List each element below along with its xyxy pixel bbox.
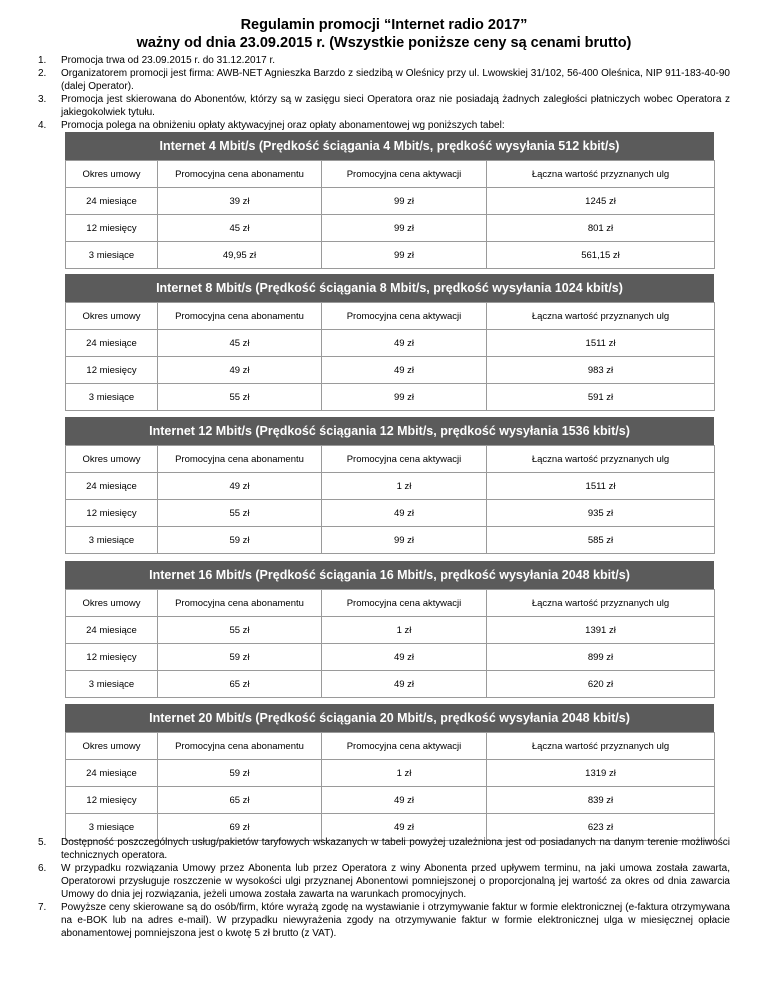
table-cell: 49 zł (322, 787, 487, 814)
price-table (65, 732, 715, 841)
table-header-row (66, 590, 715, 617)
table-cell: 12 miesięcy (66, 357, 158, 384)
table-cell: 12 miesięcy (66, 215, 158, 242)
package-16mbit (65, 561, 714, 698)
table-cell: 99 zł (322, 527, 487, 554)
table-header-row (66, 446, 715, 473)
column-header: Promocyjna cena aktywacji (322, 590, 487, 617)
table-row (66, 760, 715, 787)
table-cell: 55 zł (158, 500, 322, 527)
item-number: 4. (38, 120, 47, 131)
table-cell: 3 miesiące (66, 814, 158, 841)
item-number: 2. (38, 68, 47, 79)
column-header: Łączna wartość przyznanych ulg (487, 590, 715, 617)
table-cell: 65 zł (158, 671, 322, 698)
item-text: Organizatorem promocji jest firma: AWB-NET Agnieszka Barzdo z siedzibą w Oleśnicy przy ul. Lwowskiej 31/102, 56-400 Oleśnica, NIP 911-183-40-90 (dalej Operator). (61, 68, 730, 92)
price-table (65, 445, 715, 554)
table-cell: 65 zł (158, 787, 322, 814)
item-text: Promocja jest skierowana do Abonentów, którzy są w zasięgu sieci Operatora oraz nie posiadają żadnych zaległości płatniczych wobec Operatora z jakiegokolwiek tytułu. (61, 94, 730, 118)
table-cell: 1391 zł (487, 617, 715, 644)
table-row (66, 671, 715, 698)
price-table (65, 302, 715, 411)
package-8mbit (65, 274, 714, 411)
table-cell: 55 zł (158, 384, 322, 411)
table-cell: 39 zł (158, 188, 322, 215)
table-cell: 55 zł (158, 617, 322, 644)
column-header: Promocyjna cena abonamentu (158, 733, 322, 760)
table-header-row (66, 303, 715, 330)
column-header: Łączna wartość przyznanych ulg (487, 733, 715, 760)
list-item (38, 54, 730, 67)
item-number: 5. (38, 837, 47, 848)
table-row (66, 242, 715, 269)
table-row (66, 787, 715, 814)
table-cell: 49 zł (158, 357, 322, 384)
package-header: Internet 16 Mbit/s (Prędkość ściągania 16 Mbit/s, prędkość wysyłania 2048 kbit/s) (65, 561, 714, 589)
table-cell: 49 zł (322, 357, 487, 384)
table-cell: 49 zł (322, 644, 487, 671)
package-20mbit (65, 704, 714, 841)
item-number: 6. (38, 863, 47, 874)
table-row (66, 357, 715, 384)
table-cell: 3 miesiące (66, 384, 158, 411)
table-cell: 983 zł (487, 357, 715, 384)
table-cell: 49 zł (322, 671, 487, 698)
column-header: Promocyjna cena abonamentu (158, 590, 322, 617)
list-item (38, 119, 730, 132)
item-text: Promocja trwa od 23.09.2015 r. do 31.12.2017 r. (61, 55, 276, 66)
price-table (65, 589, 715, 698)
table-cell: 24 miesiące (66, 617, 158, 644)
table-cell: 24 miesiące (66, 188, 158, 215)
table-cell: 49 zł (158, 473, 322, 500)
column-header: Łączna wartość przyznanych ulg (487, 303, 715, 330)
item-text: Powyższe ceny skierowane są do osób/firm, które wyrażą zgodę na wystawianie i otrzymywanie faktur w formie elektronicznej (e-faktura otrzymywana na e-BOK lub na adres e-mail). W przypadku niewyrażenia zgody na otrzymywanie faktur w formie elektronicznej ulga w miesięcznej opłacie abonamentowej pomniejszona jest o kwotę 5 zł brutto (z VAT). (61, 902, 730, 939)
table-cell: 12 miesięcy (66, 787, 158, 814)
table-cell: 3 miesiące (66, 671, 158, 698)
table-cell: 99 zł (322, 188, 487, 215)
list-item (38, 862, 730, 901)
column-header: Łączna wartość przyznanych ulg (487, 161, 715, 188)
column-header: Łączna wartość przyznanych ulg (487, 446, 715, 473)
table-cell: 24 miesiące (66, 760, 158, 787)
column-header: Promocyjna cena abonamentu (158, 303, 322, 330)
package-header: Internet 12 Mbit/s (Prędkość ściągania 12 Mbit/s, prędkość wysyłania 1536 kbit/s) (65, 417, 714, 445)
column-header: Promocyjna cena aktywacji (322, 446, 487, 473)
list-item (38, 93, 730, 119)
table-row (66, 617, 715, 644)
table-header-row (66, 161, 715, 188)
table-row (66, 527, 715, 554)
table-cell: 45 zł (158, 215, 322, 242)
list-item (38, 901, 730, 940)
table-cell: 899 zł (487, 644, 715, 671)
table-cell: 24 miesiące (66, 330, 158, 357)
table-cell: 3 miesiące (66, 527, 158, 554)
item-number: 3. (38, 94, 47, 105)
column-header: Promocyjna cena aktywacji (322, 733, 487, 760)
table-cell: 1 zł (322, 760, 487, 787)
package-12mbit (65, 417, 714, 554)
table-cell: 1 zł (322, 473, 487, 500)
item-text: Promocja polega na obniżeniu opłaty aktywacyjnej oraz opłaty abonamentowej wg poniższych tabel: (61, 120, 505, 131)
package-header: Internet 8 Mbit/s (Prędkość ściągania 8 Mbit/s, prędkość wysyłania 1024 kbit/s) (65, 274, 714, 302)
outro-list (38, 836, 730, 940)
table-cell: 620 zł (487, 671, 715, 698)
item-text: Dostępność poszczególnych usług/pakietów taryfowych wskazanych w tabeli powyżej uzależniona jest od posiadanych na danym terenie możliwości technicznych operatora. (61, 837, 730, 861)
table-row (66, 384, 715, 411)
table-cell: 801 zł (487, 215, 715, 242)
table-cell: 49 zł (322, 814, 487, 841)
column-header: Promocyjna cena aktywacji (322, 303, 487, 330)
list-item (38, 67, 730, 93)
column-header: Okres umowy (66, 303, 158, 330)
table-row (66, 644, 715, 671)
table-cell: 623 zł (487, 814, 715, 841)
table-cell: 839 zł (487, 787, 715, 814)
table-cell: 59 zł (158, 760, 322, 787)
column-header: Promocyjna cena abonamentu (158, 446, 322, 473)
document-subtitle: ważny od dnia 23.09.2015 r. (Wszystkie poniższe ceny są cenami brutto) (136, 35, 632, 51)
package-4mbit (65, 132, 714, 269)
table-cell: 59 zł (158, 527, 322, 554)
table-cell: 49,95 zł (158, 242, 322, 269)
table-cell: 1511 zł (487, 330, 715, 357)
table-row (66, 473, 715, 500)
column-header: Okres umowy (66, 161, 158, 188)
table-cell: 585 zł (487, 527, 715, 554)
table-header-row (66, 733, 715, 760)
table-cell: 935 zł (487, 500, 715, 527)
table-cell: 49 zł (322, 330, 487, 357)
table-cell: 99 zł (322, 242, 487, 269)
column-header: Okres umowy (66, 590, 158, 617)
table-cell: 1 zł (322, 617, 487, 644)
package-header: Internet 4 Mbit/s (Prędkość ściągania 4 Mbit/s, prędkość wysyłania 512 kbit/s) (65, 132, 714, 160)
table-cell: 59 zł (158, 644, 322, 671)
item-number: 7. (38, 902, 47, 913)
table-cell: 99 zł (322, 215, 487, 242)
package-header: Internet 20 Mbit/s (Prędkość ściągania 20 Mbit/s, prędkość wysyłania 2048 kbit/s) (65, 704, 714, 732)
column-header: Okres umowy (66, 446, 158, 473)
table-cell: 49 zł (322, 500, 487, 527)
table-cell: 1245 zł (487, 188, 715, 215)
table-cell: 1319 zł (487, 760, 715, 787)
table-cell: 12 miesięcy (66, 500, 158, 527)
table-cell: 24 miesiące (66, 473, 158, 500)
table-row (66, 215, 715, 242)
table-cell: 69 zł (158, 814, 322, 841)
table-row (66, 330, 715, 357)
table-row (66, 500, 715, 527)
column-header: Okres umowy (66, 733, 158, 760)
item-number: 1. (38, 55, 47, 66)
column-header: Promocyjna cena abonamentu (158, 161, 322, 188)
table-cell: 561,15 zł (487, 242, 715, 269)
column-header: Promocyjna cena aktywacji (322, 161, 487, 188)
table-cell: 1511 zł (487, 473, 715, 500)
table-row (66, 188, 715, 215)
intro-list (38, 54, 730, 132)
list-item (38, 836, 730, 862)
document-title: Regulamin promocji “Internet radio 2017” (240, 17, 528, 33)
table-cell: 3 miesiące (66, 242, 158, 269)
table-cell: 591 zł (487, 384, 715, 411)
table-cell: 12 miesięcy (66, 644, 158, 671)
table-cell: 45 zł (158, 330, 322, 357)
item-text: W przypadku rozwiązania Umowy przez Abonenta lub przez Operatora z winy Abonenta przed upływem terminu, na jaki umowa została zawarta, Operatorowi przysługuje roszczenie w wysokości ulgi przyznanej Abonentowi pomniejszonej o proporcjonalną jej wartość za okres od dnia zawarcia Umowy do dnia jej rozwiązania, jeżeli umowa została zawarta na warunkach promocyjnych. (61, 863, 730, 900)
price-table (65, 160, 715, 269)
table-cell: 99 zł (322, 384, 487, 411)
